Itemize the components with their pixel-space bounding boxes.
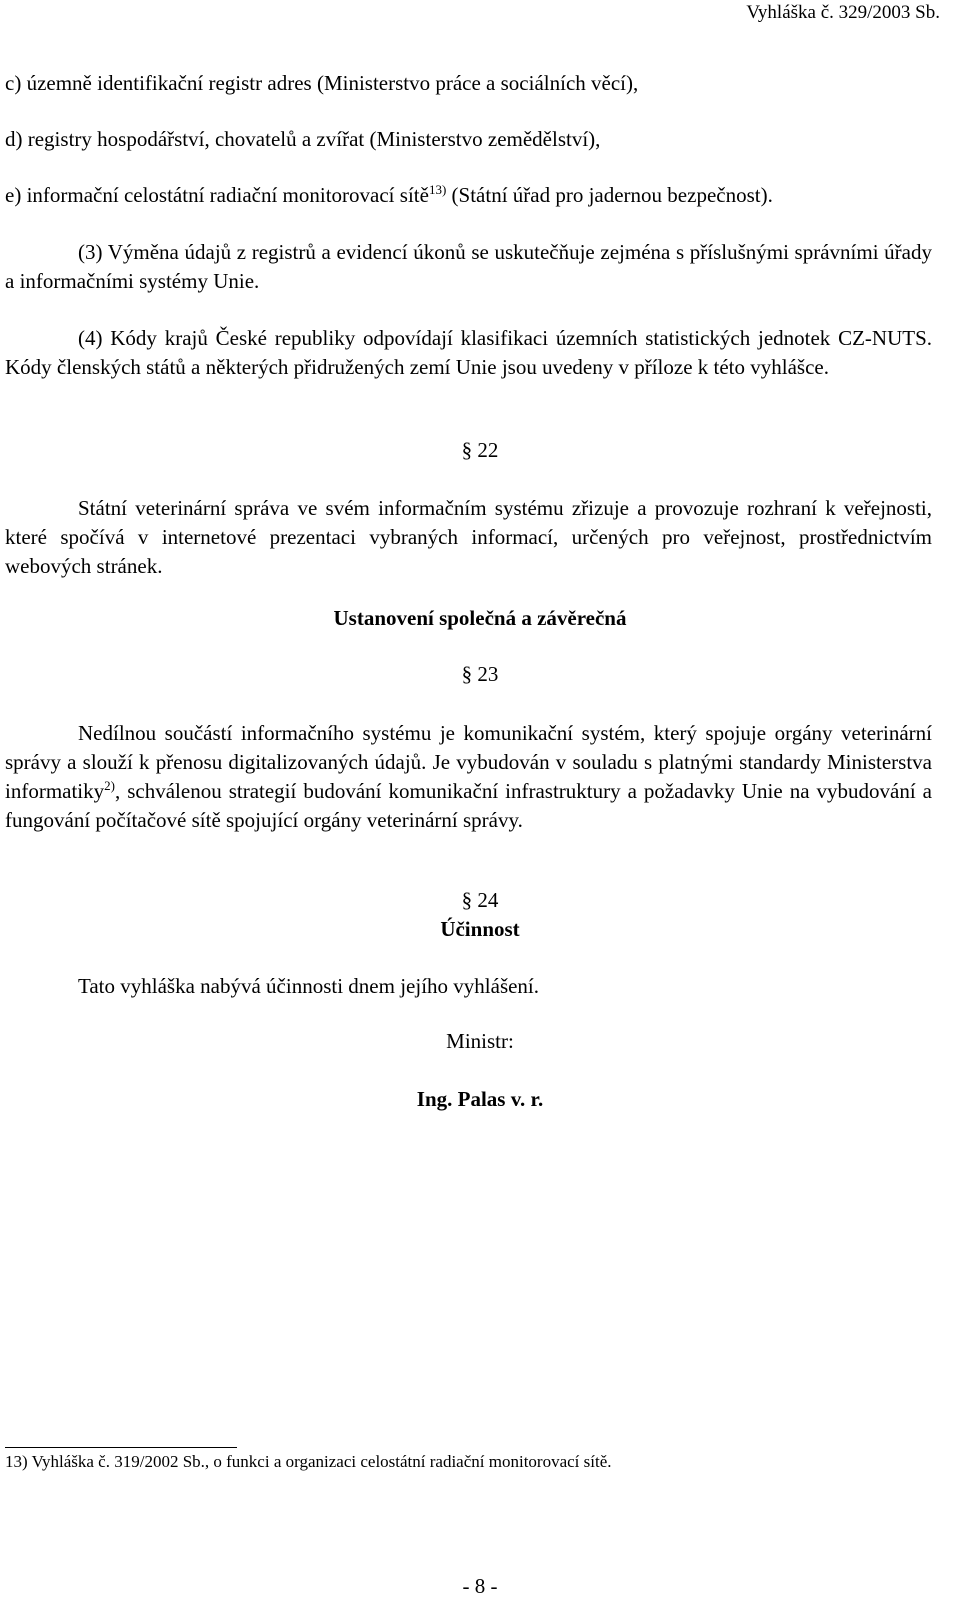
footnote-separator	[5, 1447, 237, 1448]
section-23-heading: § 23	[461, 662, 499, 686]
list-item-e	[5, 183, 773, 208]
section-22-text: Státní veterinární správa ve svém informačním systému zřizuje a provozuje rozhraní k veřejnosti, které spočívá v internetové prezentaci vybraných informací, určených pro veřejnost, prostřednictvím webových stránek.	[5, 496, 932, 578]
signature-role: Ministr:	[446, 1029, 514, 1053]
page-number: - 8 -	[462, 1574, 498, 1598]
section-24-text: Tato vyhláška nabývá účinnosti dnem jejího vyhlášení.	[78, 974, 540, 998]
footnote-ref-2: 2)	[104, 778, 115, 793]
part-title: Ustanovení společná a závěrečná	[333, 606, 627, 630]
section-23-text-main: Nedílnou součástí informačního systému je komunikační systém, který spojuje orgány veterinární správy a slouží k přenosu digitalizovaných údajů. Je vybudován v souladu s platnými standardy Ministerstva informatiky	[5, 721, 932, 803]
list-item-d: d) registry hospodářství, chovatelů a zvířat (Ministerstvo zemědělství),	[5, 127, 601, 151]
footnote-ref-13: 13)	[428, 182, 447, 197]
footnote-13: 13) Vyhláška č. 319/2002 Sb., o funkci a organizaci celostátní radiační monitorovací sítě.	[5, 1452, 612, 1471]
section-22-heading: § 22	[461, 438, 499, 462]
paragraph-3: (3) Výměna údajů z registrů a evidencí úkonů se uskutečňuje zejména s příslušnými správními úřady a informačními systémy Unie.	[5, 240, 932, 293]
running-header: Vyhláška č. 329/2003 Sb.	[746, 2, 940, 23]
list-item-c: c) územně identifikační registr adres (Ministerstvo práce a sociálních věcí),	[5, 71, 639, 95]
list-item-e-authority: (Státní úřad pro jadernou bezpečnost).	[446, 183, 773, 207]
section-24-title: Účinnost	[440, 917, 520, 941]
section-24-heading: § 24	[461, 888, 499, 912]
section-23-text-rest: , schválenou strategií budování komunikační infrastruktury a požadavky Unie na vybudování a fungování počítačové sítě spojující orgány veterinární správy.	[5, 779, 932, 832]
paragraph-4: (4) Kódy krajů České republiky odpovídají klasifikaci územních statistických jednotek CZ-NUTS. Kódy členských států a některých přidružených zemí Unie jsou uvedeny v příloze k této vyhlášce.	[5, 326, 932, 379]
section-23-text	[5, 719, 932, 835]
list-item-e-text: e) informační celostátní radiační monitorovací sítě	[5, 183, 429, 207]
signature-name: Ing. Palas v. r.	[416, 1087, 544, 1111]
